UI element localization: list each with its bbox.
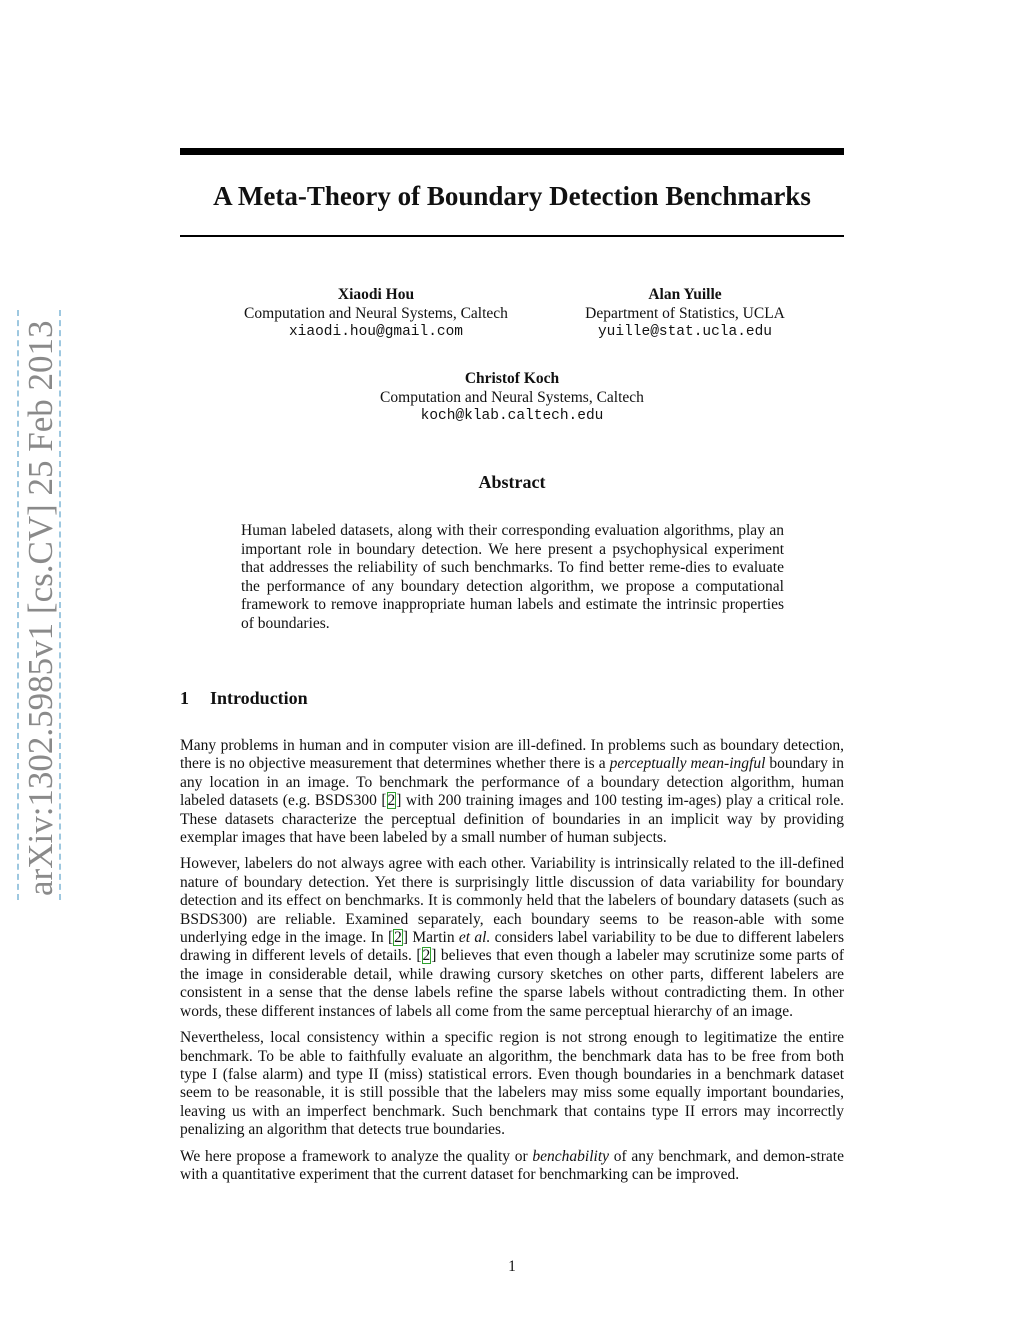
emphasis-text: benchability: [532, 1147, 610, 1165]
section-heading-introduction: [180, 686, 308, 710]
title-rule-bottom: [180, 235, 844, 237]
paper-title: A Meta-Theory of Boundary Detection Benchmarks: [213, 181, 811, 211]
author-affiliation: Department of Statistics, UCLA: [585, 305, 785, 322]
paragraph-text: boundary in any location in an image. To benchmark the performance of a boundary detection algorithm, human labeled datasets (e.g. BSDS300 [: [180, 755, 844, 810]
paragraph-text: ] with 200 training images and 100 testing im-ages) play a critical role. These datasets characterize the perceptual definition of boundaries in an implicit way by providing exemplar images that have been labeled by a small number of human subjects.: [180, 792, 844, 847]
author-email[interactable]: yuille@stat.ucla.edu: [597, 324, 773, 340]
citation-link[interactable]: 2: [387, 792, 396, 810]
paragraph-text: However, labelers do not always agree with each other. Variability is intrinsically related to the ill-defined nature of boundary detection. Yet there is surprisingly little discussion of data variability for boundary detection and its effect on benchmarks. It is commonly held that the labelers of boundary datasets (such as BSDS300) are reliable. Examined separately, each boundary seems to be reason-able with some underlying edge in the image. In [: [180, 855, 844, 947]
emphasis-text: perceptually mean-ingful: [609, 755, 766, 773]
paragraph-text: Many problems in human and in computer vision are ill-defined. In problems such as boundary detection, there is no objective measurement that determines whether there is a: [180, 737, 844, 773]
paragraph-text: of any benchmark, and demon-strate with a quantitative experiment that the current dataset for benchmarking can be improved.: [180, 1147, 844, 1183]
paragraph-text: We here propose a framework to analyze the quality or: [180, 1147, 533, 1165]
author-block-hou: [212, 285, 540, 342]
arxiv-identifier-stamp: arXiv:1302.5985v1 [cs.CV] 25 Feb 2013: [17, 310, 61, 900]
paragraph-text: ] believes that even though a labeler may scrutinize some parts of the image in considerable detail, while drawing cursory sketches on other parts, different labelers are consistent in a sense that the dense labels refine the sparse labels without contradicting them. In other words, these different instances of labels all come from the same perceptual hierarchy of an image.: [180, 947, 844, 1020]
author-block-koch: [312, 369, 712, 426]
author-name: Xiaodi Hou: [337, 286, 415, 303]
paragraph-1: [180, 737, 844, 847]
abstract-text: Human labeled datasets, along with their corresponding evaluation algorithms, play an important role in boundary detection. We here present a psychophysical experiment that addresses the reliability of such benchmarks. To find better reme-dies to evaluate the performance of any boundary detection algorithm, we propose a computational framework to remove inappropriate human labels and estimate the intrinsic properties of boundaries.: [241, 522, 784, 632]
author-affiliation: Computation and Neural Systems, Caltech: [380, 389, 644, 406]
author-name: Christof Koch: [464, 370, 560, 387]
author-block-yuille: [540, 285, 830, 342]
author-affiliation: Computation and Neural Systems, Caltech: [244, 305, 508, 322]
paragraph-2: [180, 855, 844, 1021]
emphasis-text: et al.: [458, 929, 491, 947]
section-number: 1: [180, 688, 189, 708]
title-rule-top: [180, 148, 844, 155]
paragraph-text: considers label variability to be due to different labelers drawing in different levels of details. [: [180, 929, 845, 965]
section-title: Introduction: [210, 688, 308, 708]
author-name: Alan Yuille: [648, 286, 722, 303]
page-number: 1: [508, 1258, 516, 1275]
citation-link[interactable]: 2: [422, 947, 431, 965]
author-email[interactable]: xiaodi.hou@gmail.com: [288, 324, 464, 340]
paragraph-4: [180, 1148, 844, 1185]
paragraph-text: ] Martin: [402, 929, 459, 947]
author-email[interactable]: koch@klab.caltech.edu: [420, 408, 604, 424]
abstract-heading: Abstract: [478, 472, 546, 492]
paragraph-3: Nevertheless, local consistency within a specific region is not strong enough to legitimatize the entire benchmark. To be able to faithfully evaluate an algorithm, the benchmark data has to be free from both type I (false alarm) and type II (miss) statistical errors. Even though boundaries in a benchmark dataset seem to be reasonable, it is still possible that the labelers may miss some equally important boundaries, leaving us with an imperfect benchmark. Such benchmark that contains type II errors may incorrectly penalizing an algorithm that detects true boundaries.: [180, 1029, 844, 1139]
introduction-body: [180, 737, 844, 1192]
citation-link[interactable]: 2: [394, 929, 402, 947]
